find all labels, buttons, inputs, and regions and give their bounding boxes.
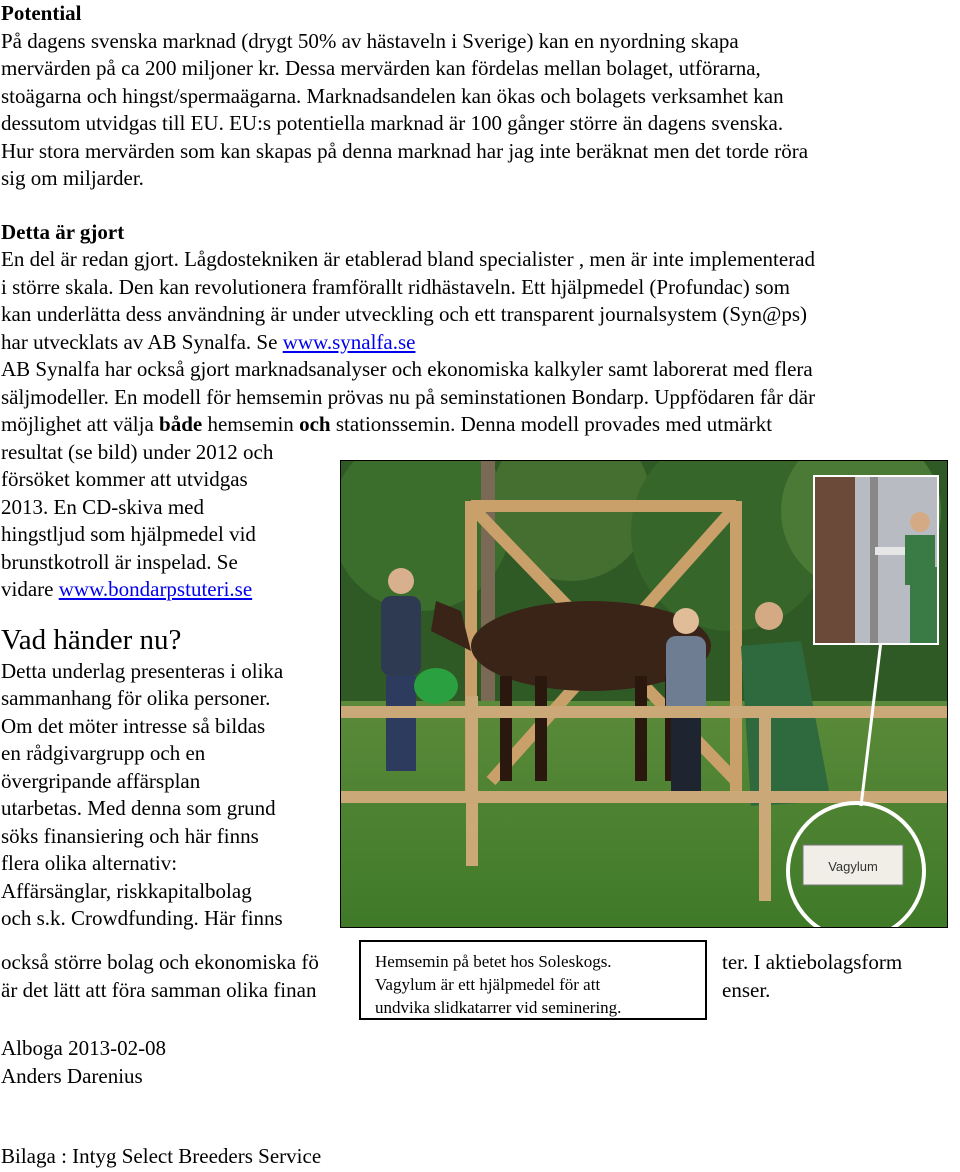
- vad-line-partial: [722, 977, 770, 1005]
- vad-line-partial: [722, 949, 902, 977]
- caption-line: Vagylum är ett hjälpmedel för att: [375, 975, 601, 994]
- bold-run: och: [299, 412, 331, 436]
- synalfa-link[interactable]: www.synalfa.se: [282, 329, 416, 354]
- gjort-line: [1, 411, 951, 439]
- vad-line: sammanhang för olika personer.: [1, 686, 271, 710]
- wrapped-text-column: [1, 439, 331, 933]
- signature-block: [1, 1034, 166, 1090]
- gjort-narrow-line: hingstljud som hjälpmedel vid: [1, 522, 256, 546]
- gjort-line: AB Synalfa har också gjort marknadsanalyser och ekonomiska kalkyler samt laborerat med flera: [1, 357, 813, 381]
- signature-name: Anders Darenius: [1, 1064, 143, 1088]
- gjort-line: kan underlätta dess användning är under utveckling och ett transparent journalsystem (Syn@ps): [1, 302, 808, 326]
- vad-line: söks finansiering och här finns: [1, 823, 259, 848]
- horse-insemination-photo: [340, 460, 948, 928]
- potential-line: stoägarna och hingst/spermaägarna. Marknadsandelen kan ökas och bolagets verksamhet kan: [1, 83, 784, 108]
- caption-line: Hemsemin på betet hos Soleskogs.: [375, 952, 612, 971]
- gjort-narrow-line: resultat (se bild) under 2012 och: [1, 439, 274, 464]
- gjort-narrow-line: brunstkotroll är inspelad. Se: [1, 549, 238, 574]
- gjort-narrow-line: försöket kommer att utvidgas: [1, 467, 248, 491]
- caption-line: undvika slidkatarrer vid seminering.: [375, 998, 622, 1017]
- bilaga-line: Bilaga : Intyg Select Breeders Service: [1, 1144, 322, 1168]
- vad-line-partial: [1, 949, 319, 977]
- text-run: vidare: [1, 577, 59, 601]
- vad-line: en rådgivargrupp och en: [1, 741, 206, 765]
- inset-illustration: [815, 477, 937, 643]
- potential-line: På dagens svenska marknad (drygt 50% av hästaveln i Sverige) kan en nyordning skapa: [1, 28, 739, 53]
- vad-line: Om det möter intresse så bildas: [1, 713, 266, 738]
- text-run: enser.: [722, 978, 771, 1002]
- vad-line: flera olika alternativ:: [1, 851, 178, 875]
- text-run: hemsemin: [202, 412, 300, 436]
- gjort-narrow-line: [1, 576, 331, 604]
- potential-line: Hur stora mervärden som kan skapas på denna marknad har jag inte beräknat men det torde röra: [1, 138, 809, 163]
- vad-line-partial: [1, 977, 316, 1005]
- inset-photo: [813, 475, 939, 645]
- vagylum-label: Vagylum: [828, 859, 878, 874]
- text-run: möjlighet att välja: [1, 412, 160, 436]
- text-run: ter. I aktiebolagsform: [722, 950, 903, 974]
- gjort-line: i större skala. Den kan revolutionera framförallt ridhästaveln. Ett hjälpmedel (Profundac) som: [1, 274, 790, 299]
- gjort-narrow-line: 2013. En CD-skiva med: [1, 494, 204, 519]
- photo-caption-box: [359, 940, 707, 1020]
- text-run: är det lätt att föra samman olika finan: [1, 978, 317, 1002]
- text-run: stationssemin. Denna modell provades med utmärkt: [330, 412, 773, 436]
- gjort-line: En del är redan gjort. Lågdostekniken är etablerad bland specialister , men är inte implementerad: [1, 247, 816, 271]
- potential-line: mervärden på ca 200 miljoner kr. Dessa mervärden kan fördelas mellan bolaget, utförarna,: [1, 56, 761, 80]
- gjort-line: [1, 329, 951, 357]
- signature-date-line: Alboga 2013-02-08: [1, 1036, 167, 1060]
- vad-line: Detta underlag presenteras i olika: [1, 658, 284, 683]
- vad-line: övergripande affärsplan: [1, 768, 201, 793]
- heading-vad-hander-nu: Vad händer nu?: [1, 623, 182, 656]
- vad-line: och s.k. Crowdfunding. Här finns: [1, 906, 283, 930]
- potential-line: dessutom utvidgas till EU. EU:s potentiella marknad är 100 gånger större än dagens svenska.: [1, 111, 784, 135]
- text-run: också större bolag och ekonomiska fö: [1, 950, 319, 974]
- potential-line: sig om miljarder.: [1, 166, 144, 190]
- gjort-line: säljmodeller. En modell för hemsemin prövas nu på seminstationen Bondarp. Uppfödaren får där: [1, 384, 816, 409]
- heading-detta-ar-gjort: Detta är gjort: [1, 219, 125, 244]
- gjort-line-text: har utvecklats av AB Synalfa. Se: [1, 329, 283, 354]
- heading-potential: Potential: [1, 1, 82, 25]
- bondarpstuteri-link[interactable]: www.bondarpstuteri.se: [58, 577, 253, 601]
- vad-line: Affärsänglar, riskkapitalbolag: [1, 878, 252, 903]
- bold-run: både: [159, 412, 203, 436]
- vad-line: utarbetas. Med denna som grund: [1, 796, 276, 820]
